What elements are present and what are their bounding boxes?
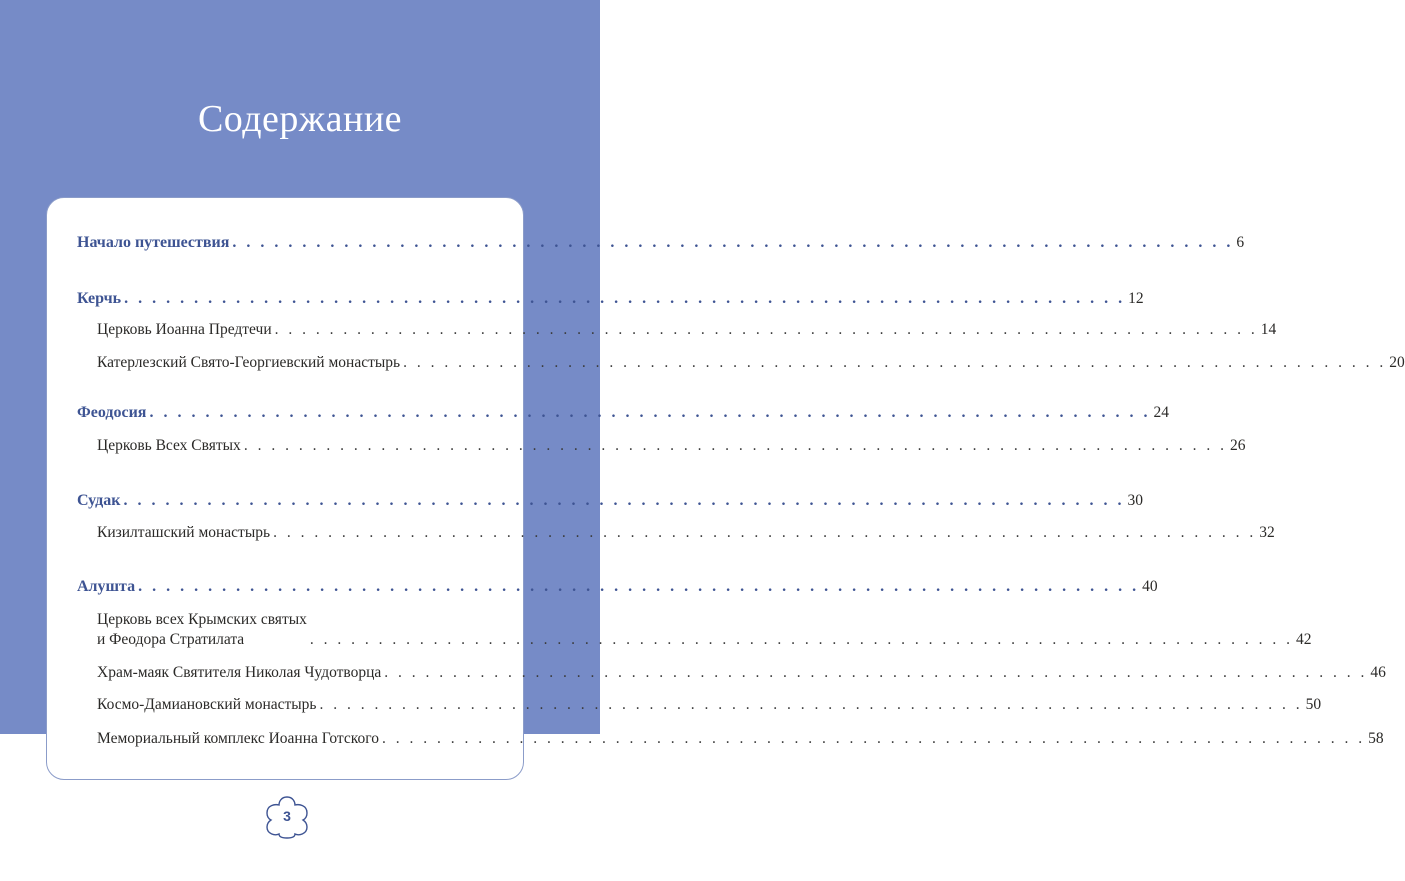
toc-page-number: 20: [1389, 354, 1405, 371]
dot-leader: . . . . . . . . . . . . . . . . . . . . . . . . . . . . . . . . . . . . . . . . . . . . . . . . . . . . . . . . . . . . . . . . . . . . . . . .: [309, 631, 1294, 648]
dot-leader: . . . . . . . . . . . . . . . . . . . . . . . . . . . . . . . . . . . . . . . . . . . . . . . . . . . . . . . . . . . . . . . . . . . . . . . .: [319, 696, 1303, 713]
toc-label: [97, 610, 307, 650]
toc-label: Церковь Иоанна Предтечи: [97, 321, 272, 338]
toc-page-number: 42: [1296, 631, 1312, 648]
toc-page-number: 14: [1260, 321, 1277, 338]
toc-label: Феодосия: [77, 404, 147, 421]
toc-label: Катерлезский Свято-Георгиевский монастырь: [97, 354, 401, 371]
toc-page-number: 6: [1236, 234, 1245, 251]
toc-label: Церковь Всех Святых: [97, 437, 241, 454]
dot-leader: . . . . . . . . . . . . . . . . . . . . . . . . . . . . . . . . . . . . . . . . . . . . . . . . . . . . . . . . . . . . . . . . . . . . . . . .: [149, 404, 1151, 421]
toc-label: Керчь: [77, 290, 122, 307]
toc-page-number: 32: [1259, 524, 1275, 541]
dot-leader: . . . . . . . . . . . . . . . . . . . . . . . . . . . . . . . . . . . . . . . . . . . . . . . . . . . . . . . . . . . . . . . . . . . . . . . .: [274, 321, 1258, 338]
dot-leader: . . . . . . . . . . . . . . . . . . . . . . . . . . . . . . . . . . . . . . . . . . . . . . . . . . . . . . . . . . . . . . . . . . . . . . . .: [138, 578, 1140, 595]
toc-label-line: и Феодора Стратилата: [97, 631, 245, 648]
toc-item[interactable]: [97, 663, 1386, 683]
toc-section-alushta[interactable]: [77, 577, 1158, 597]
toc-section-start[interactable]: [77, 233, 1245, 253]
table-of-contents: [46, 197, 1405, 780]
toc-page-number: 30: [1127, 492, 1143, 509]
toc-page-number: 40: [1142, 578, 1158, 595]
toc-label: Кизилташский монастырь: [97, 524, 271, 541]
dot-leader: . . . . . . . . . . . . . . . . . . . . . . . . . . . . . . . . . . . . . . . . . . . . . . . . . . . . . . . . . . . . . . . . . . . . . . . .: [403, 354, 1387, 371]
toc-item[interactable]: [97, 436, 1246, 456]
dot-leader: . . . . . . . . . . . . . . . . . . . . . . . . . . . . . . . . . . . . . . . . . . . . . . . . . . . . . . . . . . . . . . . . . . . . . . . .: [243, 437, 1227, 454]
toc-label: Храм-маяк Святителя Николая Чудотворца: [97, 664, 382, 681]
toc-section-sudak[interactable]: [77, 491, 1143, 511]
toc-page-number: 50: [1305, 696, 1322, 713]
toc-item[interactable]: [97, 610, 1312, 650]
dot-leader: . . . . . . . . . . . . . . . . . . . . . . . . . . . . . . . . . . . . . . . . . . . . . . . . . . . . . . . . . . . . . . . . . . . . . . . .: [273, 524, 1257, 541]
toc-page-number: 58: [1368, 730, 1384, 747]
toc-page-number: 24: [1153, 404, 1169, 421]
toc-page-number: 26: [1229, 437, 1246, 454]
toc-item[interactable]: [97, 320, 1277, 340]
dot-leader: . . . . . . . . . . . . . . . . . . . . . . . . . . . . . . . . . . . . . . . . . . . . . . . . . . . . . . . . . . . . . . . . . . . . . . . .: [384, 664, 1368, 681]
dot-leader: . . . . . . . . . . . . . . . . . . . . . . . . . . . . . . . . . . . . . . . . . . . . . . . . . . . . . . . . . . . . . . . . . . . . . . . .: [124, 290, 1126, 307]
dot-leader: . . . . . . . . . . . . . . . . . . . . . . . . . . . . . . . . . . . . . . . . . . . . . . . . . . . . . . . . . . . . . . . . . . . . . . . .: [381, 730, 1366, 747]
toc-item[interactable]: [97, 729, 1384, 749]
toc-page-number: 46: [1370, 664, 1386, 681]
toc-item[interactable]: [97, 695, 1322, 715]
toc-item[interactable]: [97, 353, 1405, 373]
toc-label: Космо-Дамиановский монастырь: [97, 696, 317, 713]
page-number: 3: [283, 808, 291, 824]
toc-section-kerch[interactable]: [77, 289, 1144, 309]
toc-label-line: Церковь всех Крымских святых: [97, 611, 307, 628]
toc-section-feodosia[interactable]: [77, 403, 1169, 423]
dot-leader: . . . . . . . . . . . . . . . . . . . . . . . . . . . . . . . . . . . . . . . . . . . . . . . . . . . . . . . . . . . . . . . . . . . . . . . .: [232, 234, 1234, 251]
toc-page-number: 12: [1128, 290, 1144, 307]
toc-label: Мемориальный комплекс Иоанна Готского: [97, 730, 379, 747]
page-title: Содержание: [197, 98, 403, 141]
toc-label: Судак: [77, 492, 121, 509]
toc-item[interactable]: [97, 523, 1275, 543]
dot-leader: . . . . . . . . . . . . . . . . . . . . . . . . . . . . . . . . . . . . . . . . . . . . . . . . . . . . . . . . . . . . . . . . . . . . . . . .: [123, 492, 1125, 509]
toc-label: Начало путешествия: [77, 234, 230, 251]
toc-label: Алушта: [77, 578, 136, 595]
